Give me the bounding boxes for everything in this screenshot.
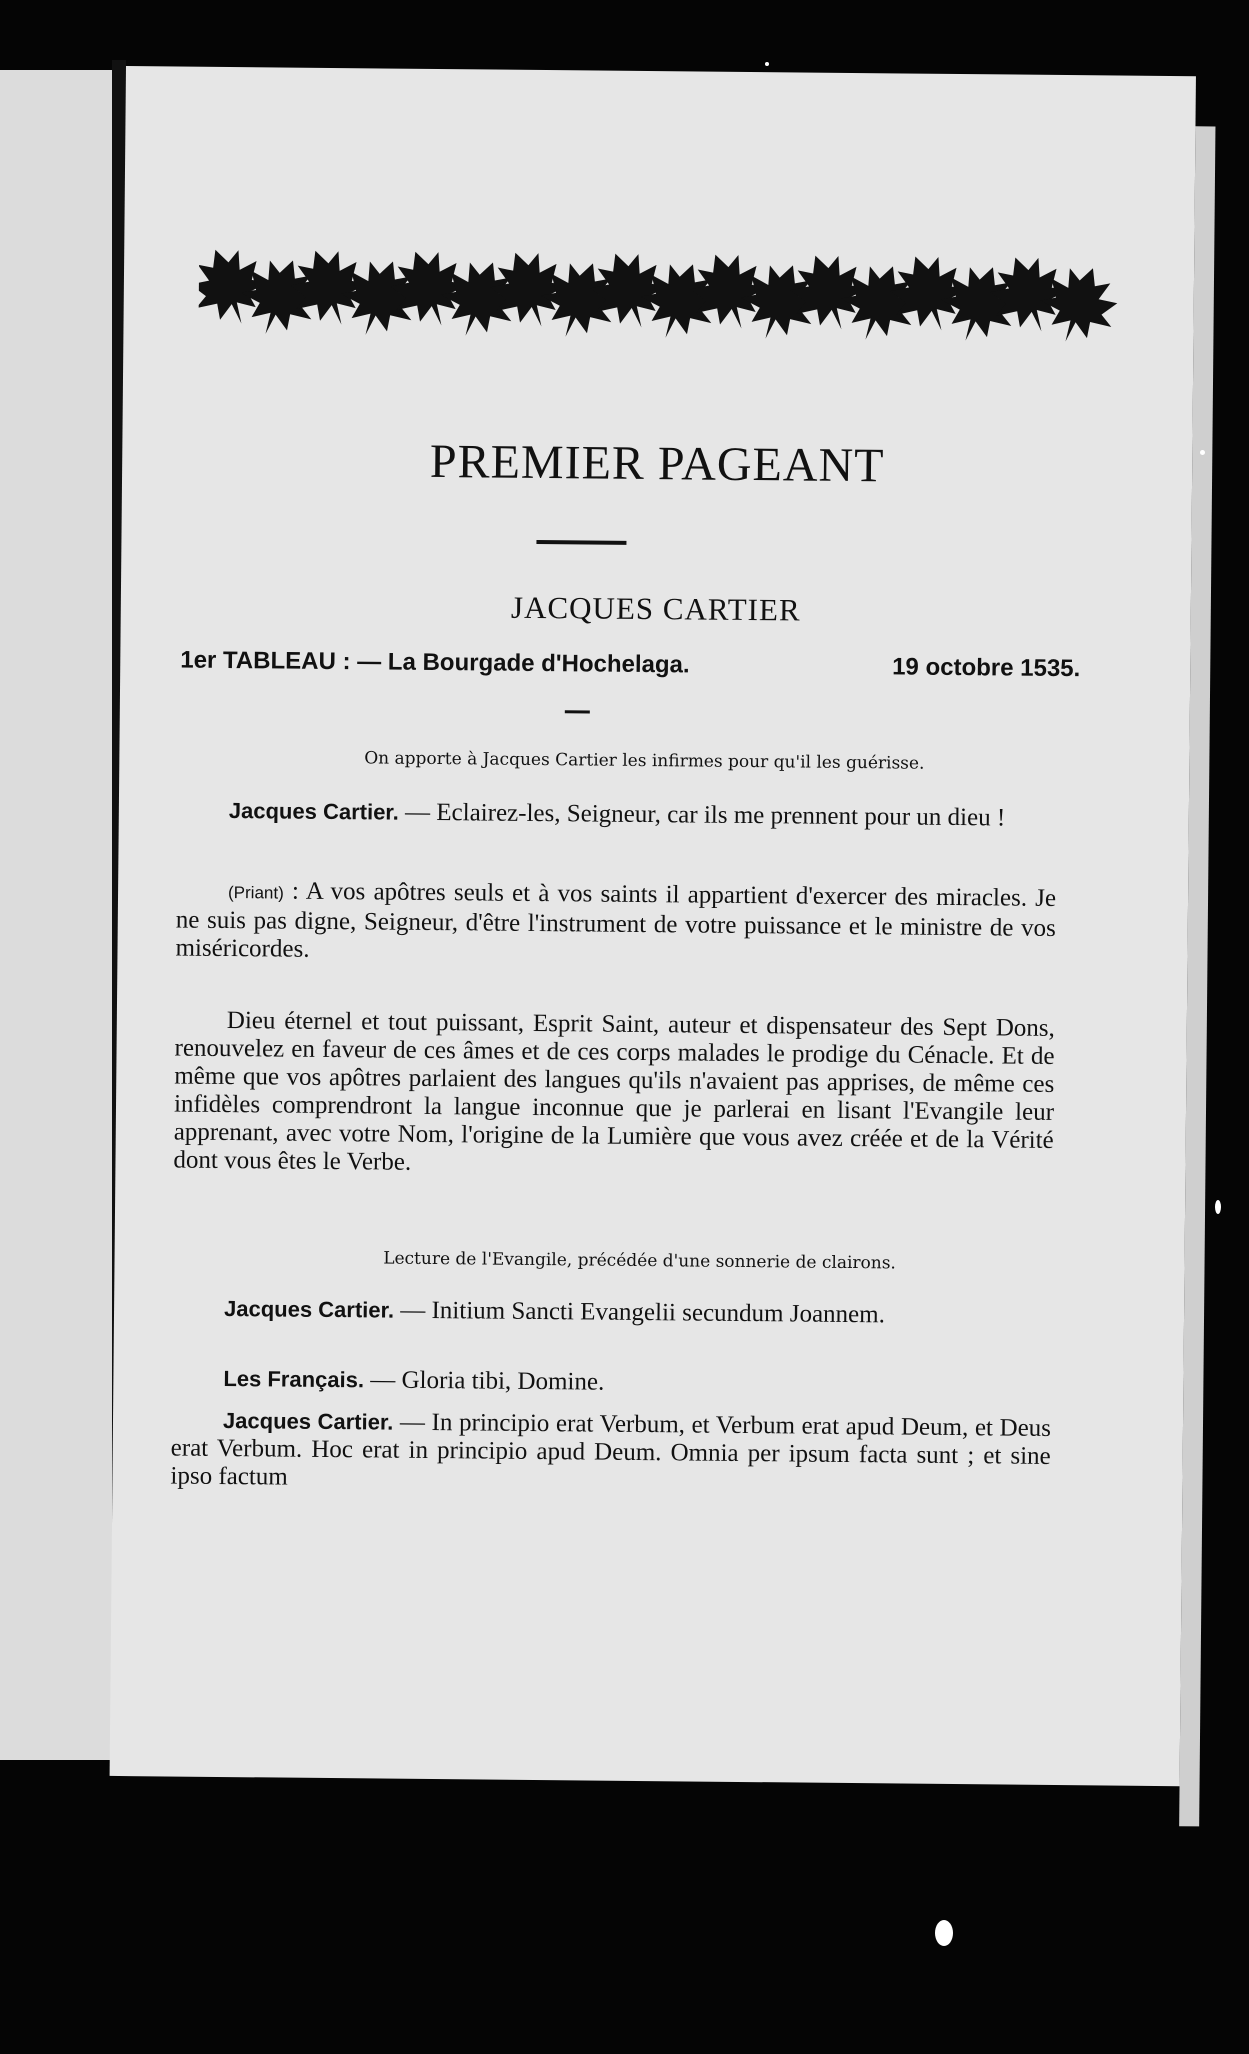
dialogue-paragraph: [175, 877, 1056, 971]
dialogue-text: — In principio erat Verbum, et Verbum erat apud Deum, et Deus erat Verbum. Hoc erat in principio apud Deum. Omnia per ipsum facta sunt ; et sine ipso factum: [170, 1408, 1052, 1491]
dialogue-paragraph: [171, 1364, 1051, 1400]
dialogue-paragraph: [177, 797, 1057, 833]
page-stack-edge: [1179, 126, 1215, 1826]
tableau-label: 1er TABLEAU : — La Bourgade d'Hochelaga.: [180, 646, 690, 679]
dust-speck: [935, 1920, 953, 1946]
dust-speck: [1215, 1200, 1221, 1214]
speaker-name: Jacques Cartier.: [222, 1407, 394, 1435]
dialogue-paragraph: [172, 1295, 1052, 1331]
dialogue-text: : A vos apôtres seuls et à vos saints il appartient d'exercer des miracles. Je ne suis pas digne, Seigneur, d'être l'instrument de votre puissance et le ministre de vos miséricordes.: [175, 877, 1057, 963]
speaker-name: Les Français.: [223, 1365, 365, 1393]
stage-direction: On apporte à Jacques Cartier les infirmes pour qu'il les guérisse.: [364, 748, 925, 774]
tableau-heading: [180, 647, 1080, 684]
dialogue-text: — Initium Sancti Evangelii secundum Joannem.: [393, 1296, 886, 1329]
dialogue-text: — Eclairez-les, Seigneur, car ils me prennent pour un dieu !: [398, 798, 1006, 832]
dust-speck: [765, 62, 769, 66]
book-page: [110, 66, 1196, 1786]
stage-direction: Lecture de l'Evangile, précédée d'une sonnerie de clairons.: [383, 1248, 896, 1274]
section-dash: [565, 710, 590, 713]
dialogue-paragraph: Dieu éternel et tout puissant, Esprit Saint, auteur et dispensateur des Sept Dons, renouvelez en faveur de ces âmes et de ces corps malades le prodige du Cénacle. Et de même que vos apôtres parlaient des langues qu'ils n'avaient pas apprises, de même ces infidèles comprendront la langue inconnue que je parlerai en lisant l'Evangile leur apprenant, avec votre Nom, l'origine de la Lumière que vous avez créée et de la Vérité dont vous êtes le Verbe.: [173, 1007, 1055, 1176]
dialogue-text: — Gloria tibi, Domine.: [363, 1366, 605, 1396]
speaker-name: Jacques Cartier.: [223, 1295, 395, 1323]
dialogue-paragraph: [170, 1406, 1051, 1498]
stage-direction-inline: (Priant): [227, 883, 284, 903]
page-subtitle: JACQUES CARTIER: [510, 589, 801, 628]
title-rule: [536, 540, 626, 545]
page-title: PREMIER PAGEANT: [429, 434, 885, 493]
dust-speck: [1200, 450, 1205, 455]
maple-leaf-band-icon: [198, 242, 1119, 351]
facing-page-edge: [0, 70, 112, 1760]
speaker-name: Jacques Cartier.: [228, 798, 399, 825]
tableau-date: 19 octobre 1535.: [892, 653, 1081, 683]
